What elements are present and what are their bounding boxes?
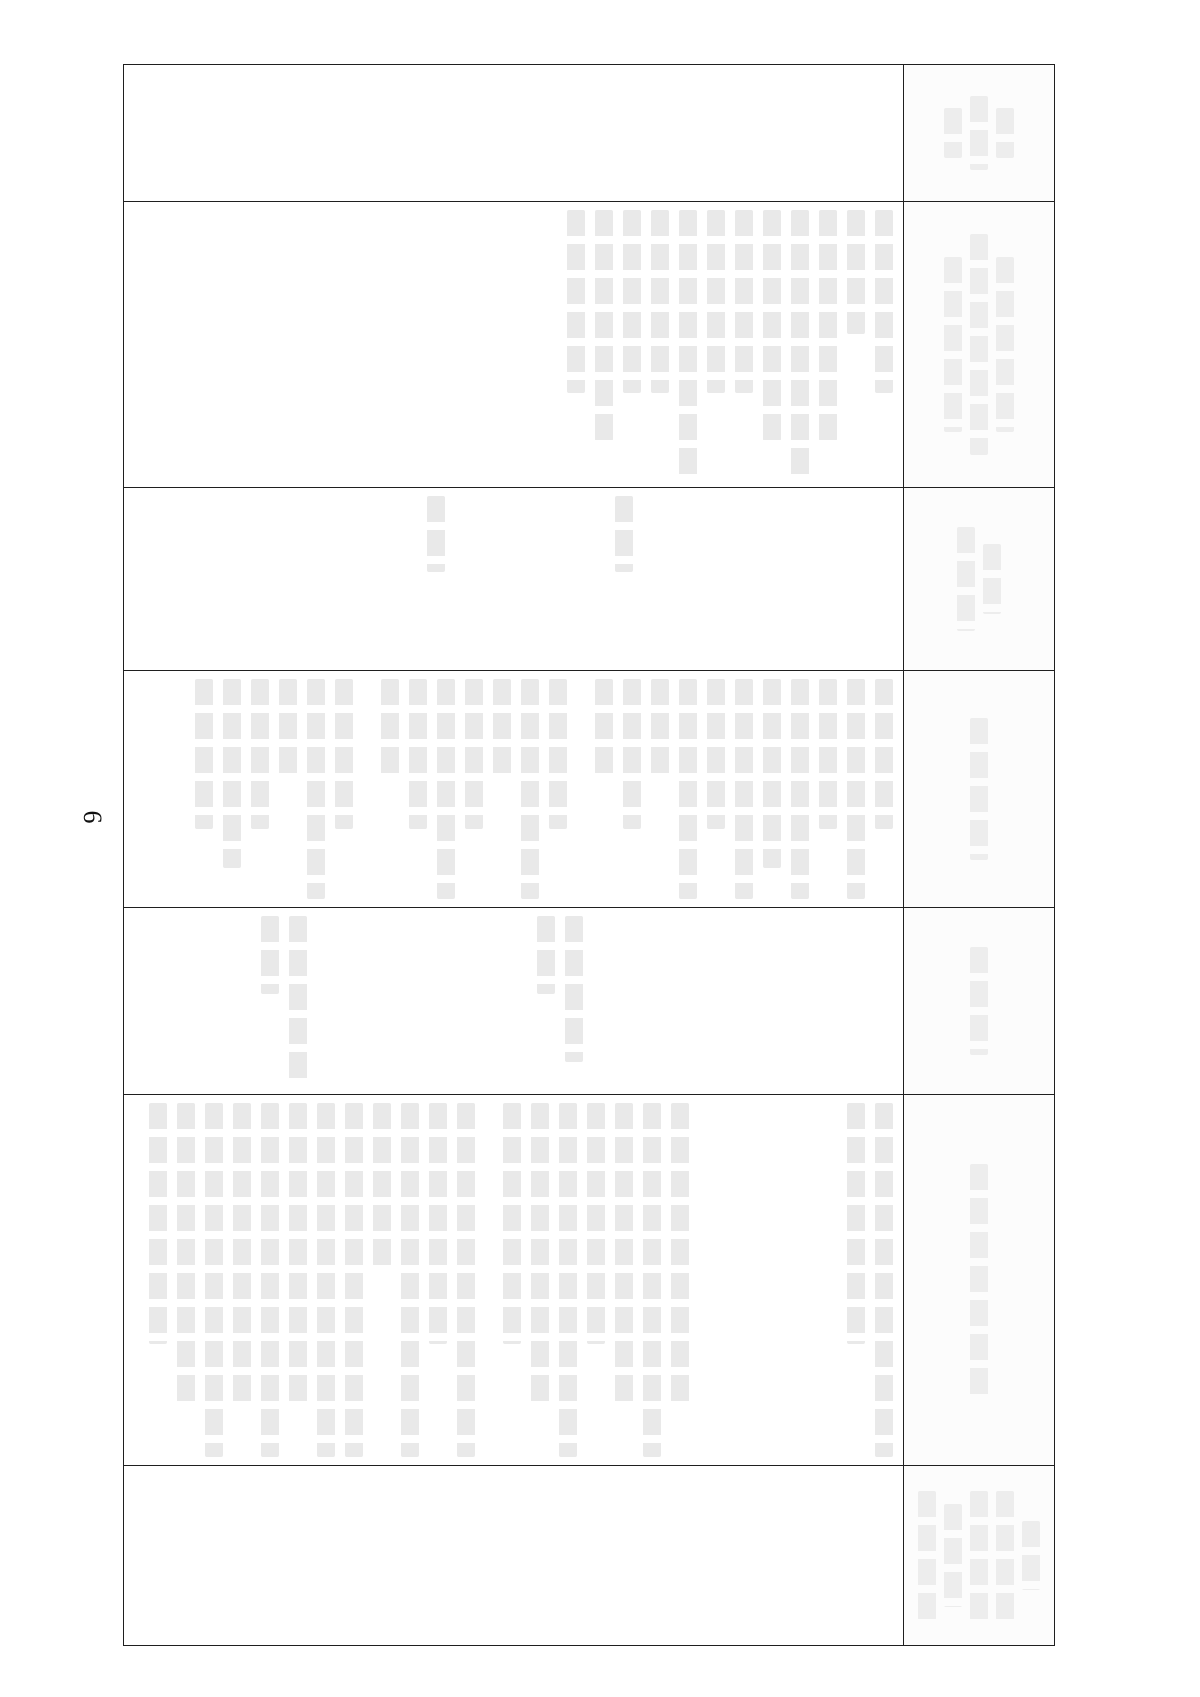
rotated-medical-table	[123, 64, 1055, 1646]
header-cell-5	[904, 908, 1055, 1095]
row-cell-2	[124, 202, 904, 488]
document-table-frame	[129, 64, 1055, 1645]
row-cell-5	[124, 908, 904, 1095]
header-cell-7	[904, 1466, 1055, 1646]
row-cell-6	[124, 1095, 904, 1466]
header-cell-3	[904, 488, 1055, 671]
header-cell-4	[904, 671, 1055, 908]
header-cell-1	[904, 65, 1055, 202]
row-cell-3	[124, 488, 904, 671]
row-cell-7	[124, 1466, 904, 1646]
header-cell-6	[904, 1095, 1055, 1466]
row-cell-1	[124, 65, 904, 202]
header-cell-2	[904, 202, 1055, 488]
table-header-row	[904, 65, 1055, 1646]
page-number: 6	[78, 810, 107, 824]
table-body-row	[124, 65, 904, 1646]
row-cell-4	[124, 671, 904, 908]
